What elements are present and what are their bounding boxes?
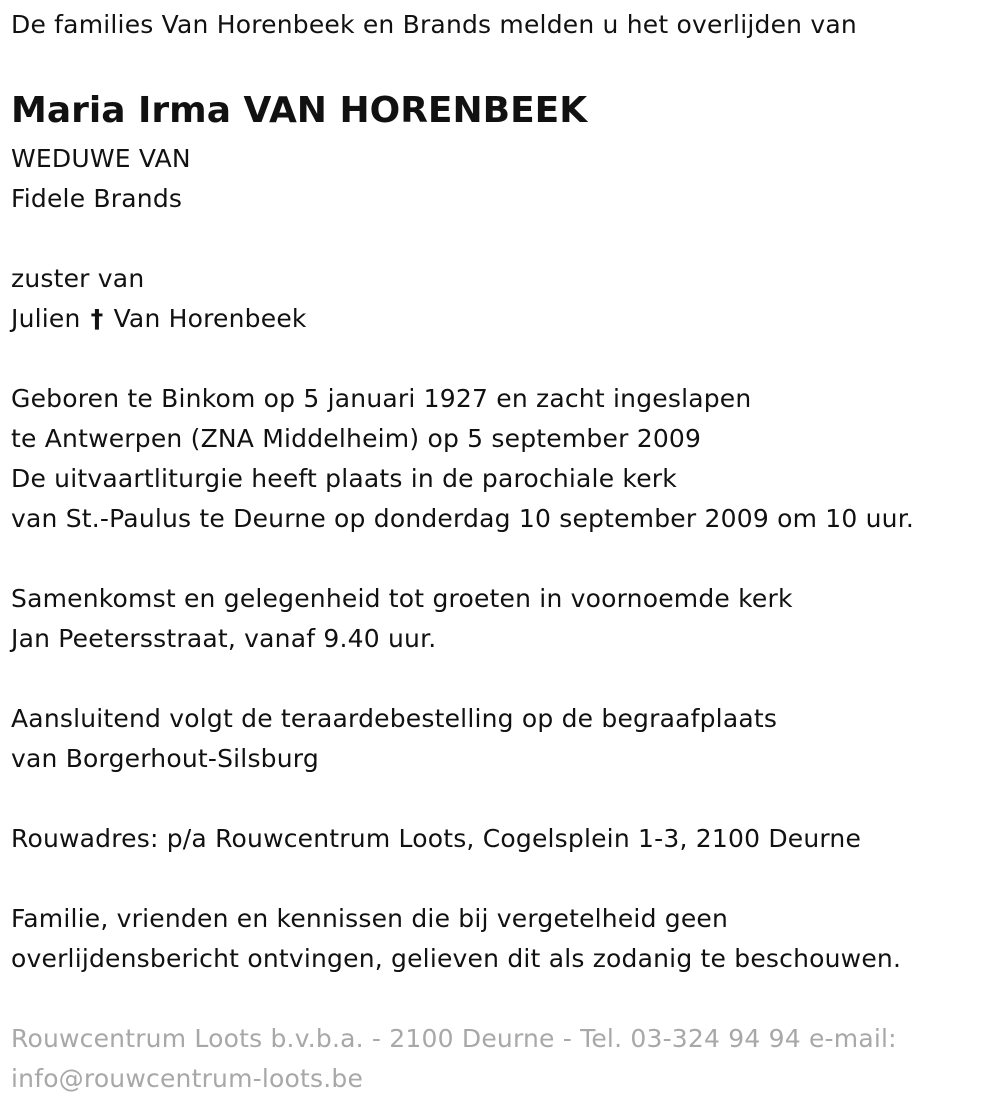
spacer [11, 659, 991, 699]
deceased-name: Maria Irma VAN HORENBEEK [11, 90, 588, 131]
widow-status: WEDUWE VAN [11, 144, 191, 173]
spouse-name: Fidele Brands [11, 184, 183, 213]
sibling-name [11, 299, 991, 339]
sibling-last-name: Van Horenbeek [113, 304, 307, 333]
notice-line: overlijdensbericht ontvingen, gelieven dit als zodanig te beschouwen. [11, 944, 902, 973]
ceremony-line: De uitvaartliturgie heeft plaats in de parochiale kerk [11, 464, 677, 493]
obituary-document [11, 0, 991, 1099]
burial-line: van Borgerhout-Silsburg [11, 744, 319, 773]
footer-email: info@rouwcentrum-loots.be [11, 1064, 364, 1093]
intro-text: De families Van Horenbeek en Brands melden u het overlijden van [11, 10, 857, 39]
spacer [11, 539, 991, 579]
spacer [11, 339, 991, 379]
gathering-line: Samenkomst en gelegenheid tot groeten in voornoemde kerk [11, 584, 793, 613]
sibling-first-name: Julien [11, 304, 81, 333]
ceremony-line: Geboren te Binkom op 5 januari 1927 en zacht ingeslapen [11, 384, 752, 413]
gathering-line: Jan Peetersstraat, vanaf 9.40 uur. [11, 624, 437, 653]
spacer [11, 219, 991, 259]
sibling-label: zuster van [11, 264, 145, 293]
ceremony-line: van St.-Paulus te Deurne op donderdag 10 september 2009 om 10 uur. [11, 504, 915, 533]
spacer [11, 859, 991, 899]
cross-icon: † [90, 304, 104, 333]
spacer [11, 979, 991, 1019]
spacer [11, 779, 991, 819]
notice-line: Familie, vrienden en kennissen die bij vergetelheid geen [11, 904, 729, 933]
ceremony-line: te Antwerpen (ZNA Middelheim) op 5 september 2009 [11, 424, 702, 453]
footer-contact: Rouwcentrum Loots b.v.b.a. - 2100 Deurne - Tel. 03-324 94 94 e-mail: [11, 1024, 897, 1053]
burial-line: Aansluitend volgt de teraardebestelling op de begraafplaats [11, 704, 778, 733]
mourning-address: Rouwadres: p/a Rouwcentrum Loots, Cogelsplein 1-3, 2100 Deurne [11, 824, 862, 853]
